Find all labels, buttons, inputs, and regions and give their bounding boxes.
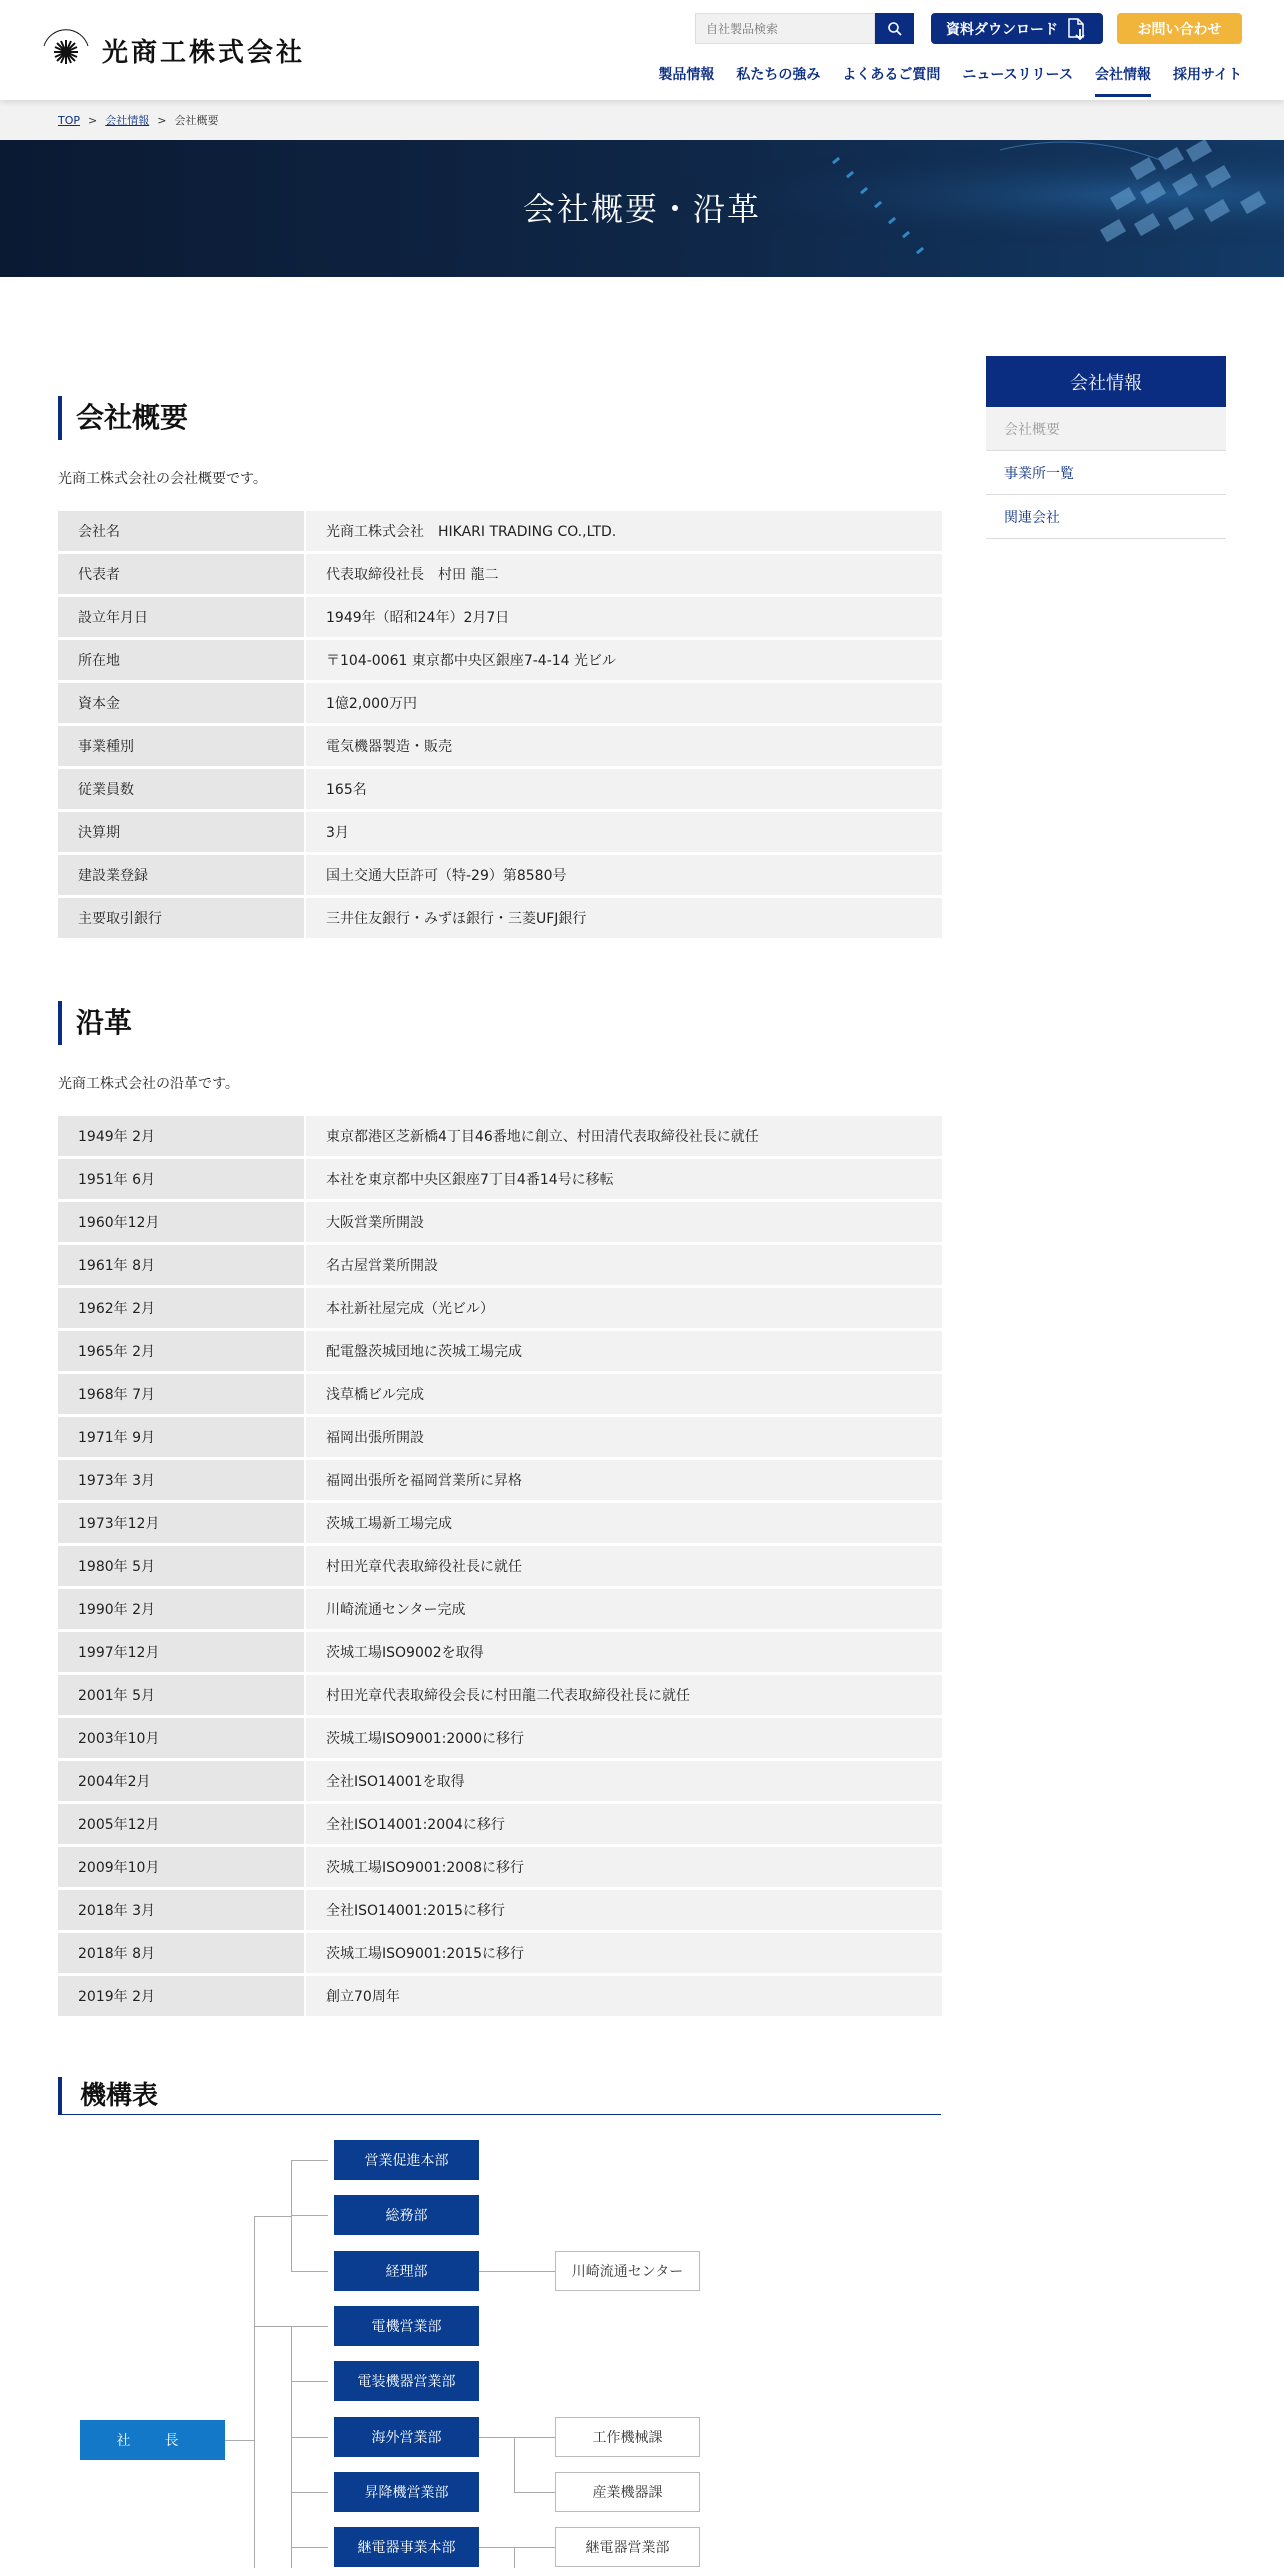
org-dept-accounting: 経理部 bbox=[334, 2251, 479, 2291]
search-button[interactable] bbox=[875, 13, 914, 44]
history-row bbox=[58, 1417, 942, 1457]
org-chart bbox=[58, 2140, 945, 2568]
history-row bbox=[58, 1503, 942, 1543]
row-value: 浅草橋ビル完成 bbox=[306, 1374, 942, 1414]
row-label: 1971年 9月 bbox=[58, 1417, 304, 1457]
org-dept-electric-sales: 電機営業部 bbox=[334, 2306, 479, 2346]
overview-row bbox=[58, 855, 942, 895]
history-row bbox=[58, 1331, 942, 1371]
org-dept-overseas-sales: 海外営業部 bbox=[334, 2417, 479, 2457]
row-value: 1億2,000万円 bbox=[306, 683, 942, 723]
history-row bbox=[58, 1460, 942, 1500]
connector-line bbox=[478, 2271, 555, 2272]
search-icon bbox=[887, 21, 903, 37]
history-row bbox=[58, 1288, 942, 1328]
org-president: 社 長 bbox=[80, 2420, 225, 2460]
history-row bbox=[58, 1245, 942, 1285]
sidebar-item-offices[interactable]: 事業所一覧 bbox=[986, 451, 1226, 495]
connector-line bbox=[514, 2547, 515, 2568]
connector-line bbox=[291, 2271, 328, 2272]
history-table bbox=[56, 1113, 944, 2019]
connector-line bbox=[254, 2326, 291, 2327]
overview-row bbox=[58, 812, 942, 852]
row-label: 1973年 3月 bbox=[58, 1460, 304, 1500]
connector-line bbox=[254, 2216, 291, 2217]
overview-row bbox=[58, 683, 942, 723]
connector-line bbox=[254, 2216, 255, 2568]
site-header bbox=[0, 0, 1284, 100]
row-label: 1997年12月 bbox=[58, 1632, 304, 1672]
row-label: 資本金 bbox=[58, 683, 304, 723]
row-label: 従業員数 bbox=[58, 769, 304, 809]
connector-line bbox=[291, 2326, 328, 2327]
connector-line bbox=[291, 2160, 328, 2161]
connector-line bbox=[478, 2437, 514, 2438]
connector-line bbox=[291, 2437, 328, 2438]
download-label: 資料ダウンロード bbox=[946, 21, 1058, 38]
row-value: 1949年（昭和24年）2月7日 bbox=[306, 597, 942, 637]
global-nav bbox=[636, 64, 1242, 97]
row-value: 全社ISO14001:2004に移行 bbox=[306, 1804, 942, 1844]
row-label: 2009年10月 bbox=[58, 1847, 304, 1887]
row-label: 1968年 7月 bbox=[58, 1374, 304, 1414]
row-label: 1990年 2月 bbox=[58, 1589, 304, 1629]
history-row bbox=[58, 1546, 942, 1586]
overview-lead: 光商工株式会社の会社概要です。 bbox=[58, 471, 267, 487]
breadcrumb-company[interactable]: 会社情報 bbox=[105, 114, 150, 127]
history-row bbox=[58, 1847, 942, 1887]
sidebar-item-affiliates[interactable]: 関連会社 bbox=[986, 495, 1226, 539]
org-sub-kawasaki-center: 川崎流通センター bbox=[555, 2251, 700, 2291]
row-label: 設立年月日 bbox=[58, 597, 304, 637]
row-value: 川崎流通センター完成 bbox=[306, 1589, 942, 1629]
row-value: 福岡出張所を福岡営業所に昇格 bbox=[306, 1460, 942, 1500]
history-lead: 光商工株式会社の沿革です。 bbox=[58, 1076, 239, 1092]
row-value: 茨城工場ISO9001:2008に移行 bbox=[306, 1847, 942, 1887]
row-label: 2003年10月 bbox=[58, 1718, 304, 1758]
row-label: 1965年 2月 bbox=[58, 1331, 304, 1371]
nav-products[interactable]: 製品情報 bbox=[658, 67, 715, 83]
connector-line bbox=[514, 2492, 555, 2493]
row-label: 2005年12月 bbox=[58, 1804, 304, 1844]
history-row bbox=[58, 1589, 942, 1629]
row-value: 代表取締役社長 村田 龍二 bbox=[306, 554, 942, 594]
history-row bbox=[58, 1933, 942, 1973]
connector-line bbox=[478, 2547, 555, 2548]
overview-table bbox=[56, 508, 944, 941]
connector-line bbox=[514, 2437, 515, 2493]
overview-row bbox=[58, 898, 942, 938]
overview-row bbox=[58, 640, 942, 680]
row-value: 165名 bbox=[306, 769, 942, 809]
history-row bbox=[58, 1632, 942, 1672]
history-row bbox=[58, 1202, 942, 1242]
logo-mark-icon bbox=[38, 24, 94, 76]
row-label: 1962年 2月 bbox=[58, 1288, 304, 1328]
connector-line bbox=[291, 2492, 328, 2493]
org-dept-sales-promotion: 営業促進本部 bbox=[334, 2140, 479, 2180]
contact-button[interactable]: お問い合わせ bbox=[1117, 13, 1242, 44]
sidebar bbox=[986, 356, 1226, 539]
row-value: 3月 bbox=[306, 812, 942, 852]
overview-row bbox=[58, 554, 942, 594]
row-value: 全社ISO14001を取得 bbox=[306, 1761, 942, 1801]
row-value: 東京都港区芝新橋4丁目46番地に創立、村田清代表取締役社長に就任 bbox=[306, 1116, 942, 1156]
document-download-icon bbox=[1066, 17, 1088, 41]
logo-text: 光商工株式会社 bbox=[102, 37, 306, 68]
row-value: 茨城工場ISO9001:2015に移行 bbox=[306, 1933, 942, 1973]
row-value: 光商工株式会社 HIKARI TRADING CO.,LTD. bbox=[306, 511, 942, 551]
history-row bbox=[58, 1159, 942, 1199]
connector-line bbox=[291, 2160, 292, 2272]
connector-line bbox=[291, 2326, 292, 2568]
row-label: 2004年2月 bbox=[58, 1761, 304, 1801]
org-dept-general-affairs: 総務部 bbox=[334, 2195, 479, 2235]
row-label: 所在地 bbox=[58, 640, 304, 680]
org-dept-electrical-equipment-sales: 電装機器営業部 bbox=[334, 2361, 479, 2401]
connector-line bbox=[514, 2437, 555, 2438]
breadcrumb-current: 会社概要 bbox=[174, 114, 219, 127]
overview-row bbox=[58, 597, 942, 637]
history-row bbox=[58, 1116, 942, 1156]
org-dept-relay-division: 継電器事業本部 bbox=[334, 2527, 479, 2567]
row-label: 1961年 8月 bbox=[58, 1245, 304, 1285]
row-value: 村田光章代表取締役会長に村田龍二代表取締役社長に就任 bbox=[306, 1675, 942, 1715]
row-value: 配電盤茨城団地に茨城工場完成 bbox=[306, 1331, 942, 1371]
row-value: 国土交通大臣許可（特-29）第8580号 bbox=[306, 855, 942, 895]
nav-company[interactable]: 会社情報 bbox=[1095, 64, 1151, 97]
row-value: 茨城工場ISO9001:2000に移行 bbox=[306, 1718, 942, 1758]
history-heading: 沿革 bbox=[58, 1001, 945, 1045]
company-logo[interactable] bbox=[38, 24, 305, 76]
breadcrumb-separator: > bbox=[157, 113, 167, 127]
product-search bbox=[695, 13, 914, 44]
history-row bbox=[58, 1976, 942, 2016]
row-label: 主要取引銀行 bbox=[58, 898, 304, 938]
connector-line bbox=[291, 2547, 328, 2548]
overview-row bbox=[58, 726, 942, 766]
nav-strengths[interactable]: 私たちの強み bbox=[736, 67, 821, 83]
nav-faq[interactable]: よくあるご質問 bbox=[842, 67, 941, 83]
download-button[interactable] bbox=[931, 13, 1103, 44]
row-label: 決算期 bbox=[58, 812, 304, 852]
row-value: 〒104-0061 東京都中央区銀座7-4-14 光ビル bbox=[306, 640, 942, 680]
row-value: 本社新社屋完成（光ビル） bbox=[306, 1288, 942, 1328]
row-value: 村田光章代表取締役社長に就任 bbox=[306, 1546, 942, 1586]
row-label: 2001年 5月 bbox=[58, 1675, 304, 1715]
org-dept-elevator-sales: 昇降機営業部 bbox=[334, 2472, 479, 2512]
main-content bbox=[58, 396, 945, 2115]
overview-row bbox=[58, 511, 942, 551]
nav-news[interactable]: ニュースリリース bbox=[962, 67, 1073, 83]
history-row bbox=[58, 1718, 942, 1758]
history-row bbox=[58, 1374, 942, 1414]
row-label: 代表者 bbox=[58, 554, 304, 594]
nav-recruit[interactable]: 採用サイト bbox=[1172, 67, 1242, 83]
breadcrumb-separator: > bbox=[88, 113, 98, 127]
history-row bbox=[58, 1804, 942, 1844]
org-heading: 機構表 bbox=[58, 2077, 941, 2115]
org-sub-industrial-equipment: 産業機器課 bbox=[555, 2472, 700, 2512]
row-value: 茨城工場ISO9002を取得 bbox=[306, 1632, 942, 1672]
overview-row bbox=[58, 769, 942, 809]
page-banner bbox=[0, 140, 1284, 277]
breadcrumb bbox=[0, 100, 1284, 140]
row-label: 1973年12月 bbox=[58, 1503, 304, 1543]
row-value: 創立70周年 bbox=[306, 1976, 942, 2016]
sidebar-item-overview[interactable]: 会社概要 bbox=[986, 407, 1226, 451]
connector-line bbox=[291, 2381, 328, 2382]
row-label: 事業種別 bbox=[58, 726, 304, 766]
row-value: 福岡出張所開設 bbox=[306, 1417, 942, 1457]
row-label: 2018年 3月 bbox=[58, 1890, 304, 1930]
row-value: 電気機器製造・販売 bbox=[306, 726, 942, 766]
overview-heading: 会社概要 bbox=[58, 396, 945, 440]
org-sub-machine-tools: 工作機械課 bbox=[555, 2417, 700, 2457]
row-label: 2018年 8月 bbox=[58, 1933, 304, 1973]
row-label: 会社名 bbox=[58, 511, 304, 551]
row-label: 1951年 6月 bbox=[58, 1159, 304, 1199]
row-value: 名古屋営業所開設 bbox=[306, 1245, 942, 1285]
row-label: 2019年 2月 bbox=[58, 1976, 304, 2016]
row-value: 大阪営業所開設 bbox=[306, 1202, 942, 1242]
row-value: 茨城工場新工場完成 bbox=[306, 1503, 942, 1543]
connector-line bbox=[291, 2215, 328, 2216]
history-row bbox=[58, 1675, 942, 1715]
row-label: 建設業登録 bbox=[58, 855, 304, 895]
row-value: 全社ISO14001:2015に移行 bbox=[306, 1890, 942, 1930]
org-sub-relay-sales: 継電器営業部 bbox=[555, 2527, 700, 2567]
search-input[interactable] bbox=[695, 13, 875, 44]
history-row bbox=[58, 1890, 942, 1930]
history-row bbox=[58, 1761, 942, 1801]
breadcrumb-top[interactable]: TOP bbox=[58, 113, 81, 127]
sidebar-heading: 会社情報 bbox=[986, 356, 1226, 407]
row-label: 1949年 2月 bbox=[58, 1116, 304, 1156]
row-value: 本社を東京都中央区銀座7丁目4番14号に移転 bbox=[306, 1159, 942, 1199]
row-label: 1960年12月 bbox=[58, 1202, 304, 1242]
page-title: 会社概要・沿革 bbox=[522, 190, 761, 228]
row-value: 三井住友銀行・みずほ銀行・三菱UFJ銀行 bbox=[306, 898, 942, 938]
row-label: 1980年 5月 bbox=[58, 1546, 304, 1586]
